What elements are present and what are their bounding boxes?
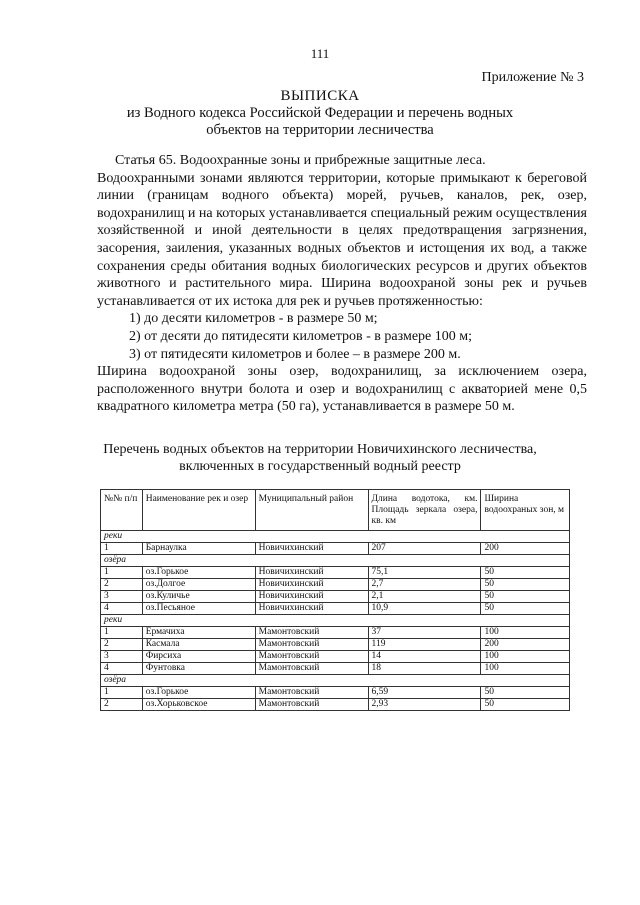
cell-width: 50 [481, 566, 570, 578]
cell-name: оз.Горькое [142, 566, 255, 578]
cell-district: Новичихинский [255, 602, 368, 614]
cell-number: 3 [101, 590, 143, 602]
cell-width: 100 [481, 626, 570, 638]
cell-number: 4 [101, 602, 143, 614]
article-text [97, 152, 587, 416]
table-row [101, 543, 570, 555]
list-item-1: 1) до десяти километров - в размере 50 м; [129, 311, 378, 327]
table-row [101, 638, 570, 650]
table-header-row [101, 490, 570, 531]
table-title-line-1: Перечень водных объектов на территории Новичихинского лесничества, [103, 442, 537, 457]
title-main: ВЫПИСКА [280, 88, 360, 104]
list-item-3: 3) от пятидесяти километров и более – в размере 200 м. [129, 346, 461, 362]
cell-length: 75,1 [368, 566, 481, 578]
cell-name: оз.Куличье [142, 590, 255, 602]
table-row [101, 602, 570, 614]
table-row [101, 626, 570, 638]
article-paragraph-2: Ширина водоохраной зоны озер, водохранилищ, за исключением озера, расположенного внутри болота и озер и водохранилищ с акваторией мене 0,5 квадратного километра метра (50 га), устанавливается в размере 50 м. [97, 364, 587, 415]
header-number: №№ п/п [101, 490, 143, 531]
group-label: реки [101, 531, 570, 543]
cell-number: 1 [101, 543, 143, 555]
title-line-1: из Водного кодекса Российской Федерации и перечень водных [126, 105, 514, 121]
cell-district: Мамонтовский [255, 626, 368, 638]
cell-district: Мамонтовский [255, 662, 368, 674]
cell-width: 200 [481, 638, 570, 650]
table-title [0, 441, 640, 475]
cell-district: Мамонтовский [255, 650, 368, 662]
header-width: Ширина водоохраных зон, м [481, 490, 570, 531]
cell-district: Мамонтовский [255, 686, 368, 698]
cell-width: 50 [481, 686, 570, 698]
table-row [101, 686, 570, 698]
table-row [101, 566, 570, 578]
cell-width: 200 [481, 543, 570, 555]
cell-width: 100 [481, 662, 570, 674]
cell-district: Новичихинский [255, 543, 368, 555]
cell-number: 1 [101, 686, 143, 698]
article-paragraph-1: Водоохранными зонами являются территории, которые примыкают к береговой линии (границам водного объекта) морей, ручьев, каналов, рек, озер, водохранилищ и на которых устанавливается специальный режим осуществления хозяйственной и иной деятельности в целях предотвращения загрязнения, засорения, заиления, указанных водных объектов и истощения их вод, а также сохранения среды обитания водных биологических ресурсов и других объектов животного и растительного мира. Ширина водоохраной зоны рек и ручьев устанавливается от их истока для рек и ручьев протяженностью: [97, 170, 587, 309]
cell-width: 50 [481, 698, 570, 710]
group-row [101, 614, 570, 626]
cell-length: 2,93 [368, 698, 481, 710]
cell-width: 100 [481, 650, 570, 662]
group-label: озёра [101, 674, 570, 686]
list-item-2: 2) от десяти до пятидесяти километров - в размере 100 м; [129, 328, 472, 344]
cell-district: Новичихинский [255, 566, 368, 578]
cell-length: 6,59 [368, 686, 481, 698]
cell-number: 2 [101, 578, 143, 590]
appendix-label: Приложение № 3 [481, 70, 584, 85]
cell-name: Ермачиха [142, 626, 255, 638]
water-objects-table [100, 489, 570, 711]
cell-number: 1 [101, 626, 143, 638]
cell-number: 2 [101, 638, 143, 650]
cell-length: 18 [368, 662, 481, 674]
cell-name: Фирсиха [142, 650, 255, 662]
table-row [101, 662, 570, 674]
cell-name: Фунтовка [142, 662, 255, 674]
cell-name: Касмала [142, 638, 255, 650]
cell-name: Барнаулка [142, 543, 255, 555]
header-length: Длина водотока, км. Площадь зеркала озера, кв. км [368, 490, 481, 531]
header-name: Наименование рек и озер [142, 490, 255, 531]
table-row [101, 578, 570, 590]
group-label: реки [101, 614, 570, 626]
cell-length: 10,9 [368, 602, 481, 614]
cell-length: 2,1 [368, 590, 481, 602]
group-row [101, 674, 570, 686]
cell-district: Мамонтовский [255, 698, 368, 710]
cell-name: оз.Горькое [142, 686, 255, 698]
group-row [101, 555, 570, 567]
article-heading: Статья 65. Водоохранные зоны и прибрежные защитные леса. [115, 153, 486, 168]
table-row [101, 590, 570, 602]
cell-number: 4 [101, 662, 143, 674]
header-district: Муниципальный район [255, 490, 368, 531]
cell-length: 37 [368, 626, 481, 638]
table-title-line-2: включенных в государственный водный реестр [179, 459, 461, 474]
cell-length: 119 [368, 638, 481, 650]
cell-name: оз.Хорьковское [142, 698, 255, 710]
table-row [101, 650, 570, 662]
table-row [101, 698, 570, 710]
cell-district: Мамонтовский [255, 638, 368, 650]
cell-number: 3 [101, 650, 143, 662]
cell-width: 50 [481, 602, 570, 614]
cell-width: 50 [481, 590, 570, 602]
cell-number: 1 [101, 566, 143, 578]
cell-length: 207 [368, 543, 481, 555]
cell-name: оз.Песьяное [142, 602, 255, 614]
cell-district: Новичихинский [255, 590, 368, 602]
title-line-2: объектов на территории лесничества [206, 122, 434, 138]
page-number: 111 [310, 46, 330, 61]
document-title [0, 88, 640, 139]
group-row [101, 531, 570, 543]
cell-length: 14 [368, 650, 481, 662]
cell-number: 2 [101, 698, 143, 710]
cell-name: оз.Долгое [142, 578, 255, 590]
cell-district: Новичихинский [255, 578, 368, 590]
group-label: озёра [101, 555, 570, 567]
cell-width: 50 [481, 578, 570, 590]
cell-length: 2,7 [368, 578, 481, 590]
